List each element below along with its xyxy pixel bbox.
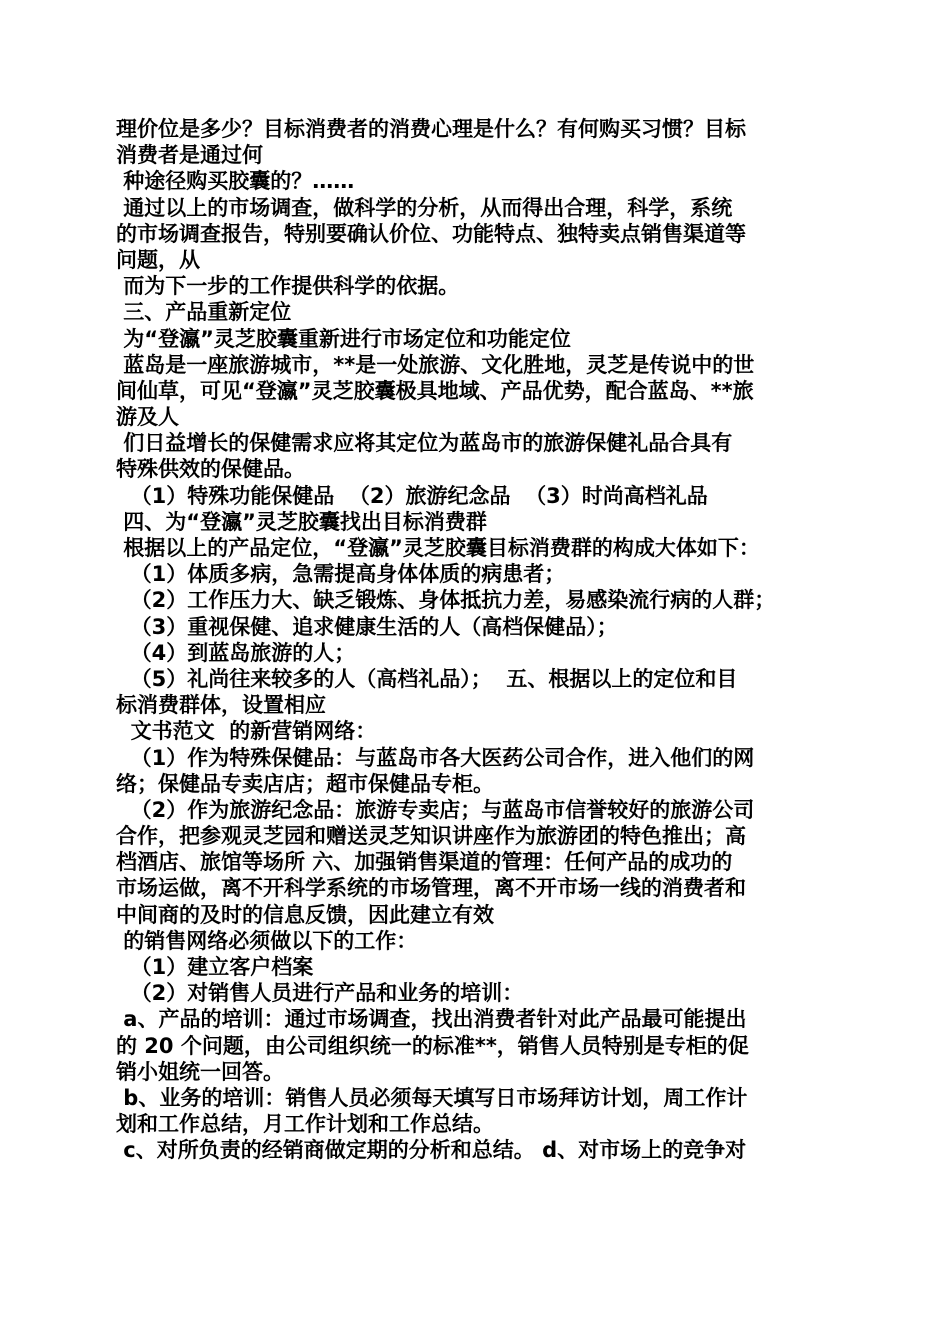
text-line: 特殊供效的保健品。	[116, 457, 305, 482]
text-line: 销小姐统一回答。	[116, 1059, 284, 1084]
list-item: （2）工作压力大、缺乏锻炼、身体抵抗力差，易感染流行病的人群；	[116, 588, 776, 613]
list-item: （1）作为特殊保健品：与蓝岛市各大医药公司合作，进入他们的网	[116, 745, 755, 770]
text-line: 消费者是通过何	[116, 143, 263, 168]
list-item: （5）礼尚往来较多的人（高档礼品）； 五、根据以上的定位和目	[116, 666, 738, 691]
text-line: c、对所负责的经销商做定期的分析和总结。 d、对市场上的竞争对	[116, 1138, 747, 1163]
text-line: 问题，从	[116, 247, 200, 272]
text-line: 游及人	[116, 405, 179, 430]
text-line: 而为下一步的工作提供科学的依据。	[116, 274, 460, 299]
section-heading: 三、产品重新定位	[116, 300, 292, 325]
text-line: 中间商的及时的信息反馈，因此建立有效	[116, 902, 494, 927]
text-line: 通过以上的市场调查，做科学的分析，从而得出合理，科学，系统	[116, 195, 733, 220]
text-line: 的销售网络必须做以下的工作：	[116, 928, 418, 953]
text-line: 种途径购买胶囊的？……	[116, 169, 355, 194]
text-line: 蓝岛是一座旅游城市，**是一处旅游、文化胜地，灵芝是传说中的世	[116, 352, 755, 377]
text-line: （1）特殊功能保健品 （2）旅游纪念品 （3）时尚高档礼品	[116, 483, 708, 508]
text-line: 合作，把参观灵芝园和赠送灵芝知识讲座作为旅游团的特色推出；高	[116, 824, 746, 849]
list-item: （2）对销售人员进行产品和业务的培训：	[116, 981, 524, 1006]
text-line: 理价位是多少？目标消费者的消费心理是什么？有何购买习惯？目标	[116, 117, 746, 141]
section-heading: 四、为“登瀛”灵芝胶囊找出目标消费群	[116, 509, 487, 534]
text-line: 的 20 个问题，由公司组织统一的标准**，销售人员特别是专柜的促	[116, 1033, 749, 1058]
text-line: a、产品的培训：通过市场调查，找出消费者针对此产品最可能提出	[116, 1007, 747, 1032]
text-line: 为“登瀛”灵芝胶囊重新进行市场定位和功能定位	[116, 326, 571, 351]
text-line: 标消费群体，设置相应	[116, 693, 326, 718]
text-line: 的市场调查报告，特别要确认价位、功能特点、独特卖点销售渠道等	[116, 221, 746, 246]
list-item: （4）到蓝岛旅游的人；	[116, 640, 356, 665]
text-line: 划和工作总结，月工作计划和工作总结。	[116, 1112, 494, 1137]
text-line: 间仙草，可见“登瀛”灵芝胶囊极具地域、产品优势，配合蓝岛、**旅	[116, 378, 754, 403]
document-body	[116, 116, 842, 1164]
list-item: （1）体质多病，急需提高身体体质的病患者；	[116, 562, 566, 587]
list-item: （1）建立客户档案	[116, 955, 314, 979]
text-line: 根据以上的产品定位，“登瀛”灵芝胶囊目标消费群的构成大体如下：	[116, 536, 760, 560]
text-line: 文书范文 的新营销网络：	[116, 719, 377, 744]
text-line: 市场运做，离不开科学系统的市场管理，离不开市场一线的消费者和	[116, 876, 746, 901]
list-item: （3）重视保健、追求健康生活的人（高档保健品）；	[116, 614, 618, 639]
list-item: （2）作为旅游纪念品：旅游专卖店；与蓝岛市信誉较好的旅游公司	[116, 797, 755, 822]
text-line: 档酒店、旅馆等场所 六、加强销售渠道的管理：任何产品的成功的	[116, 850, 733, 875]
text-line: 们日益增长的保健需求应将其定位为蓝岛市的旅游保健礼品合具有	[116, 431, 733, 456]
text-line: 络；保健品专卖店店；超市保健品专柜。	[116, 771, 494, 796]
text-line: b、业务的培训：销售人员必须每天填写日市场拜访计划，周工作计	[116, 1085, 748, 1110]
